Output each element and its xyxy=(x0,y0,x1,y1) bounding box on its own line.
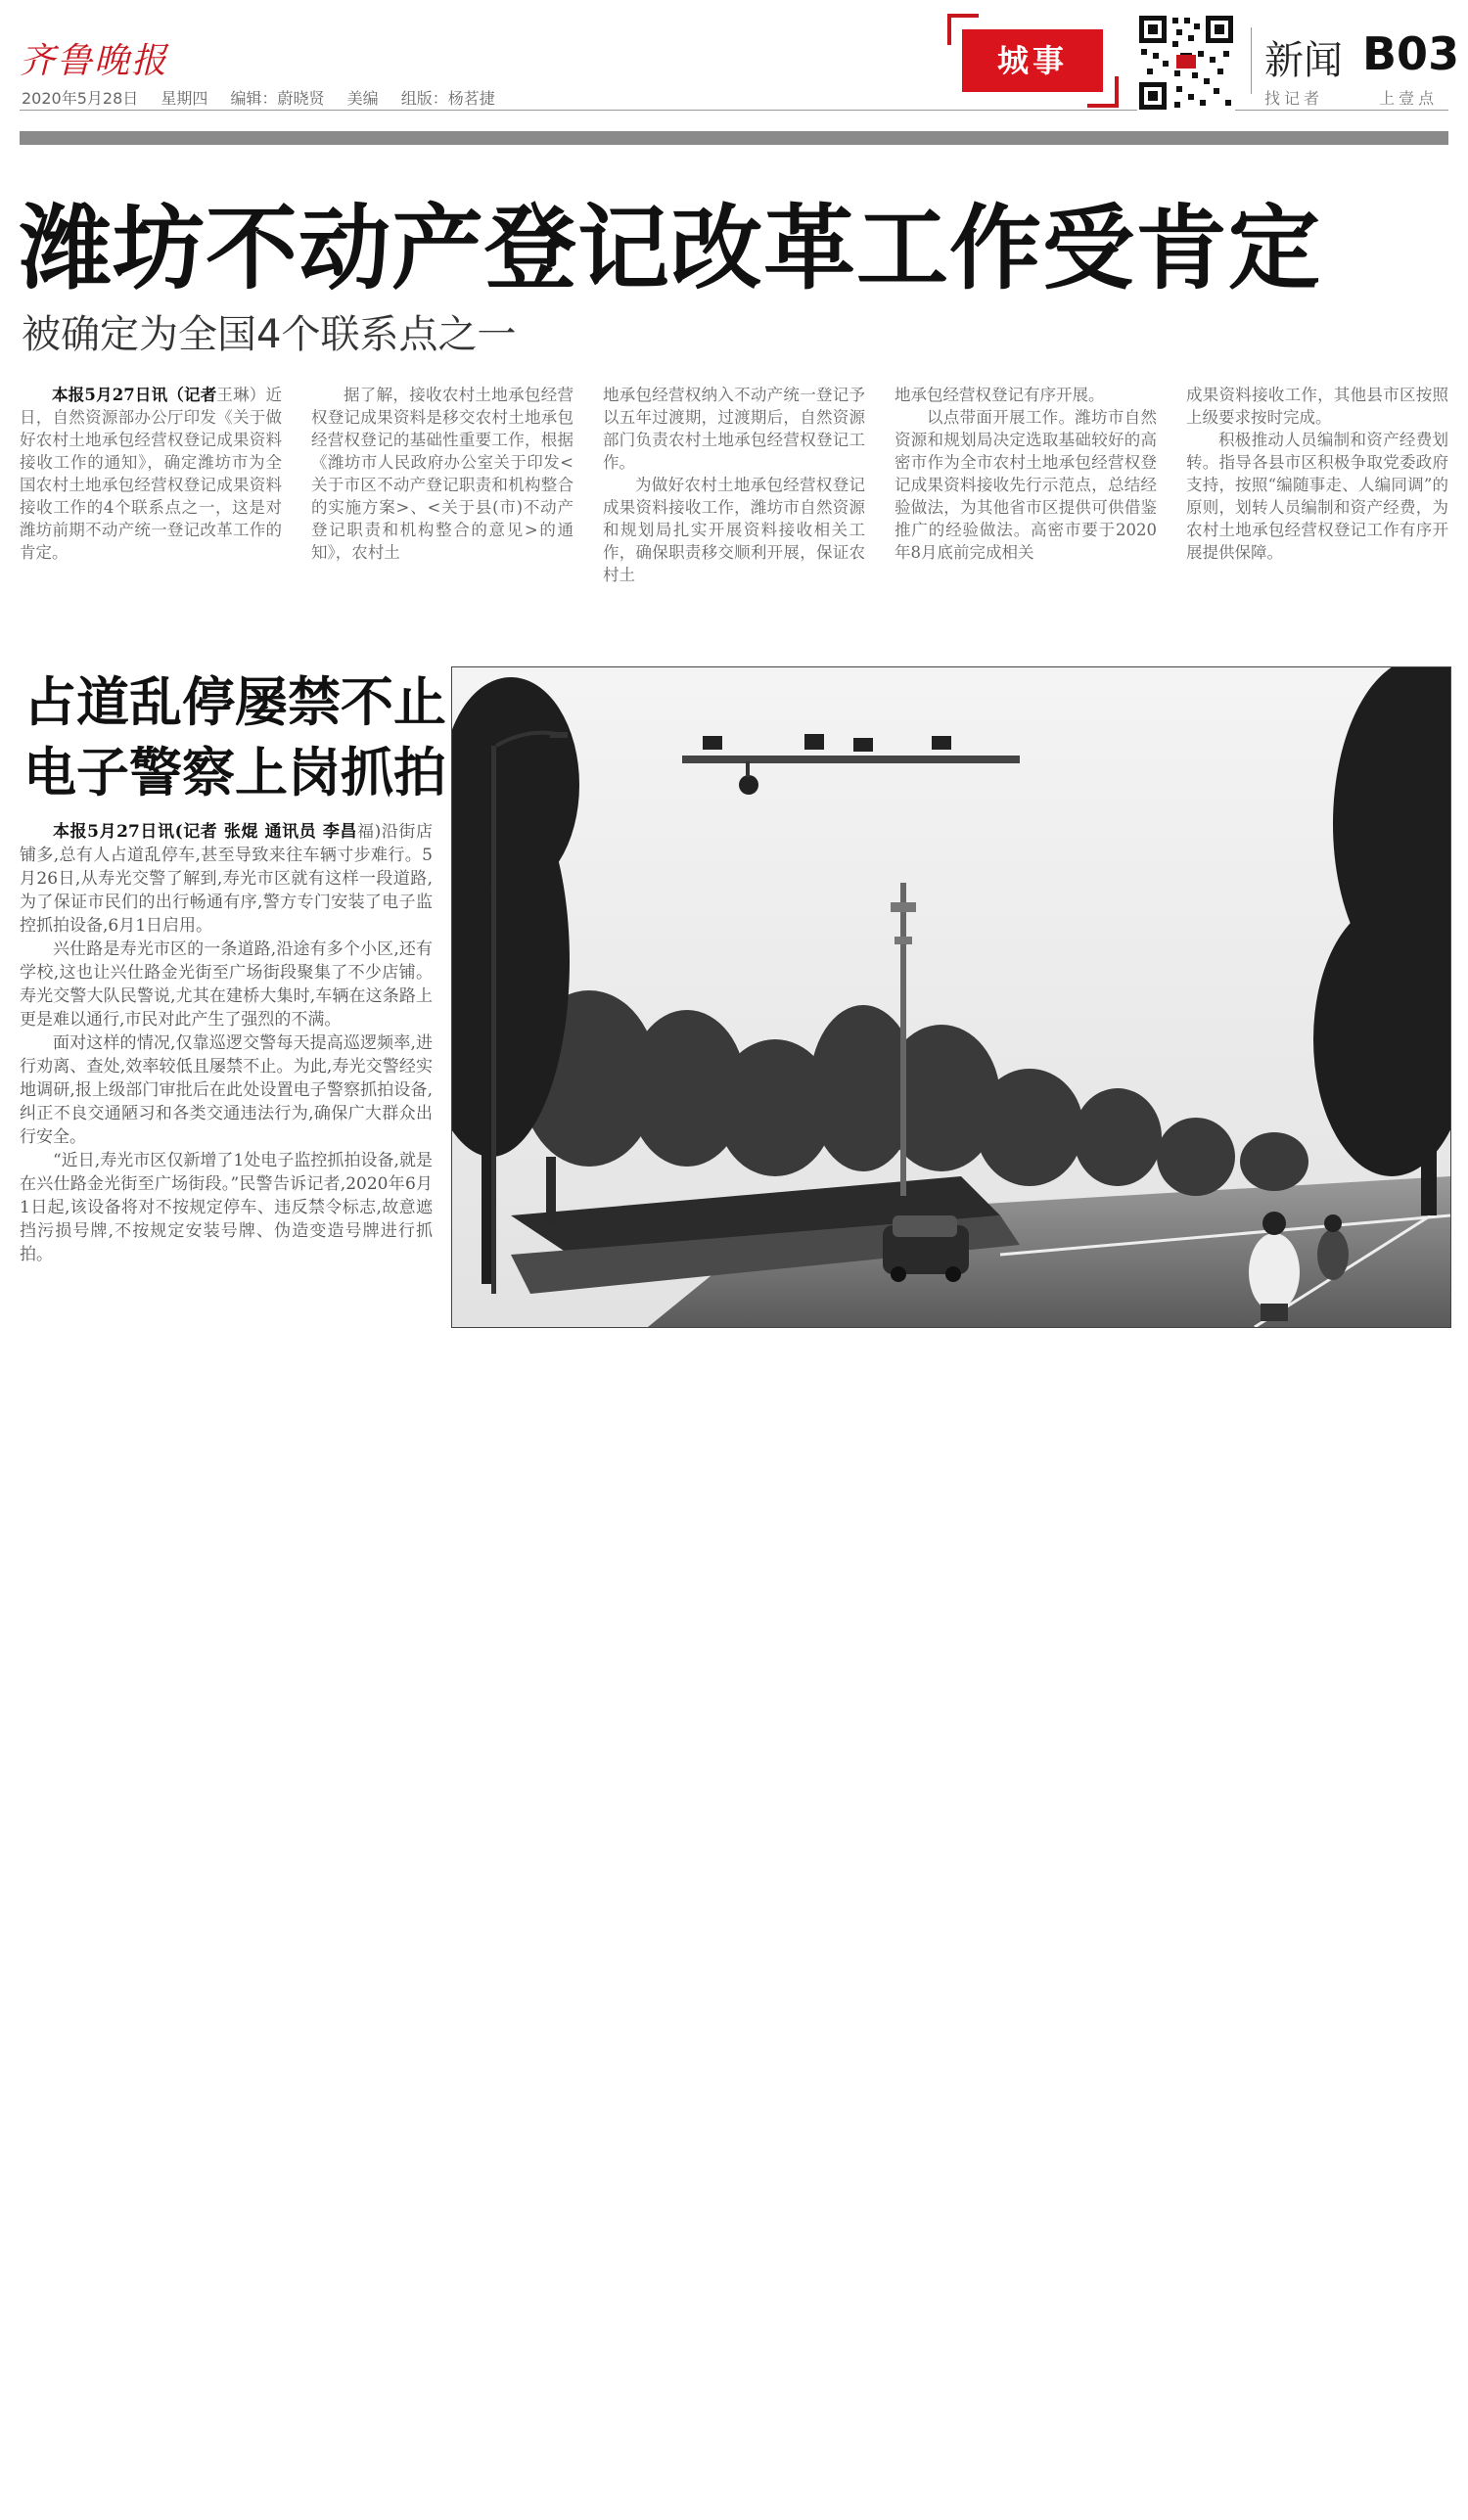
article1-col4-text-a: 地承包经营权登记有序开展。 xyxy=(895,386,1105,404)
article1-col5-text-a: 成果资料接收工作，其他县市区按照上级要求按时完成。 xyxy=(1186,386,1448,427)
client-link: 上壹点 xyxy=(1379,89,1439,108)
article1-col5-text-b: 积极推动人员编制和资产经费划转。指导各县市区积极争取党委政府支持，按照“编随事走、人编同调”的原则，划转人员编制和资产经费，为农村土地承包经营权登记工作有序开展提供保障。 xyxy=(1186,431,1448,562)
issue-meta xyxy=(22,86,513,109)
article1-column-4 xyxy=(895,384,1157,564)
article1-col3-text-a: 地承包经营权纳入不动产统一登记予以五年过渡期，过渡期后，自然资源部门负责农村土地承包经营权登记工作。 xyxy=(603,386,865,472)
traffic-camera-photo xyxy=(452,667,1450,1327)
page-number: B03 xyxy=(1362,27,1460,80)
news-label: 新闻 xyxy=(1264,38,1343,83)
issue-editor: 编辑：蔚晓贤 xyxy=(230,89,325,108)
headline-rule xyxy=(20,131,1448,145)
header-divider xyxy=(1251,27,1252,94)
issue-layout: 组版：杨茗捷 xyxy=(400,89,495,108)
page-subtitle: 被确定为全国4个联系点之一 xyxy=(22,312,517,357)
article1-lead: 本报5月27日讯（记者 xyxy=(52,386,217,404)
section-badge: 城事 xyxy=(962,29,1103,92)
article2-p3: 面对这样的情况,仅靠巡逻交警每天提高巡逻频率,进行劝离、查处,效率较低且屡禁不止。为此,寿光交警经实地调研,报上级部门审批后在此处设置电子警察抓拍设备,纠正不良交通陋习和各类交通违法行为,确保广大群众出行安全。 xyxy=(20,1033,433,1147)
article1-column-3 xyxy=(603,384,865,586)
article2-title-line-1: 占道乱停屡禁不止 xyxy=(23,671,446,733)
qr-code-icon xyxy=(1137,14,1235,112)
news-photo xyxy=(451,666,1451,1328)
article1-col3-text-b: 为做好农村土地承包经营权登记成果资料接收工作，潍坊市自然资源和规划局扎实开展资料接收相关工作，确保职责移交顺利开展，保证农村土 xyxy=(603,476,865,584)
article1-column-2 xyxy=(311,384,573,564)
page-title: 潍坊不动产登记改革工作受肯定 xyxy=(20,196,1322,302)
article1-column-1 xyxy=(20,384,282,564)
article2-p1-text: 福)沿街店铺多,总有人占道乱停车,甚至导致来往车辆寸步难行。5月26日,从寿光交警了解到,寿光市区就有这样一段道路,为了保证市民们的出行畅通有序,警方专门安装了电子监控抓拍设备,6月1日启用。 xyxy=(20,822,433,936)
article2-p4: “近日,寿光市区仅新增了1处电子监控抓拍设备,就是在兴仕路金光街至广场街段。”民警告诉记者,2020年6月1日起,该设备将对不按规定停车、违反禁令标志,故意遮挡污损号牌,不按规定安装号牌、伪造变造号牌进行抓拍。 xyxy=(20,1151,433,1264)
article2-lead: 本报5月27日讯(记者 张焜 通讯员 李昌 xyxy=(53,822,358,842)
issue-art: 美编 xyxy=(346,89,379,108)
issue-date: 2020年5月28日 xyxy=(22,89,139,108)
article2-body xyxy=(20,820,433,1266)
article2-p2: 兴仕路是寿光市区的一条道路,沿途有多个小区,还有学校,这也让兴仕路金光街至广场街段聚集了不少店铺。寿光交警大队民警说,尤其在建桥大集时,车辆在这条路上更是难以通行,市民对此产生了强烈的不满。 xyxy=(20,939,433,1030)
newspaper-logo: 齐鲁晚报 xyxy=(20,41,169,81)
article1-col2-text: 据了解，接收农村土地承包经营权登记成果资料是移交农村土地承包经营权登记的基础性重要工作，根据《潍坊市人民政府办公室关于印发<关于市区不动产登记职责和机构整合的实施方案>、<关于县(市)不动产登记职责和机构整合的意见>的通知》，农村土 xyxy=(311,386,573,562)
article1-col1-text: 王琳）近日，自然资源部办公厅印发《关于做好农村土地承包经营权登记成果资料接收工作的通知》，确定潍坊市为全国农村土地承包经营权登记成果资料接收工作的4个联系点之一，这是对潍坊前期不动产统一登记改革工作的肯定。 xyxy=(20,386,282,562)
article2-title xyxy=(23,667,446,808)
article1-col4-text-b: 以点带面开展工作。潍坊市自然资源和规划局决定选取基础较好的高密市作为全市农村土地承包经营权登记成果资料接收先行示范点，总结经验做法，为其他省市区提供可供借鉴推广的经验做法。高密市要于2020年8月底前完成相关 xyxy=(895,408,1157,562)
reporter-link: 找记者 xyxy=(1264,89,1324,108)
byline xyxy=(1264,86,1438,109)
issue-weekday: 星期四 xyxy=(161,89,208,108)
article2-title-line-2: 电子警察上岗抓拍 xyxy=(23,742,446,803)
article1-column-5 xyxy=(1186,384,1448,564)
